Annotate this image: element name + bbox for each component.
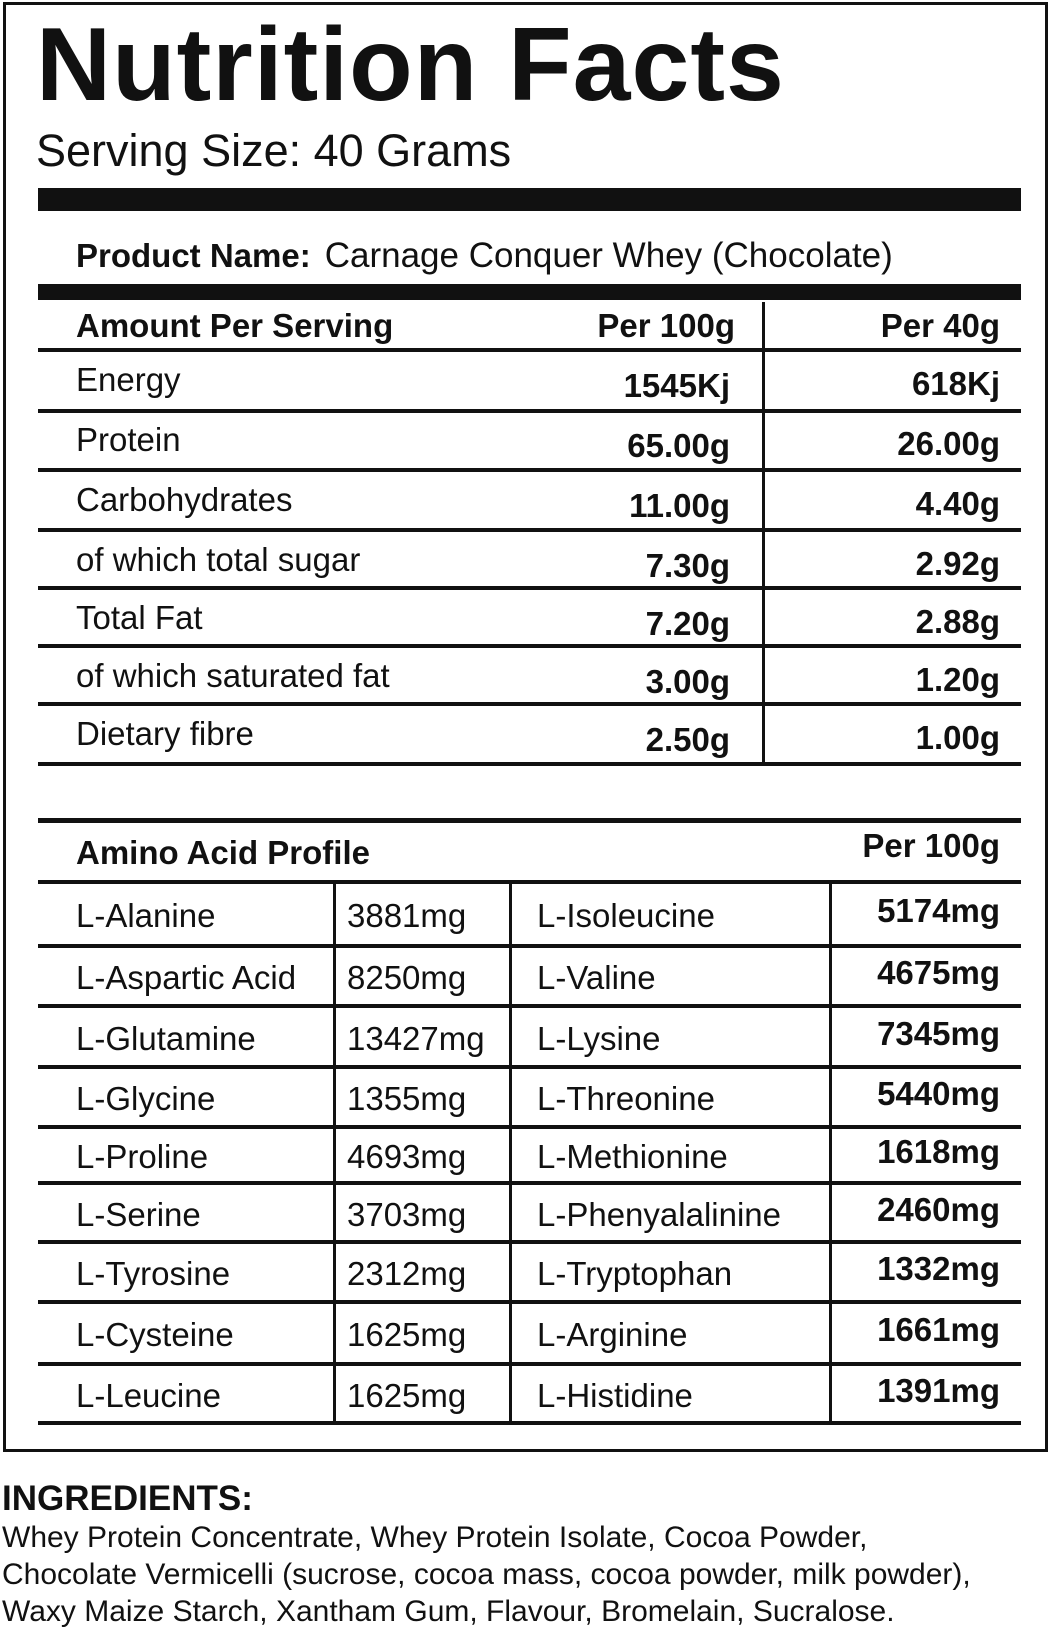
amino-acid-name: L-Methionine bbox=[537, 1138, 728, 1175]
ingredients-line: Chocolate Vermicelli (sucrose, cocoa mass, cocoa powder, milk powder), bbox=[2, 1557, 971, 1591]
nutrient-name: Energy bbox=[76, 361, 181, 398]
amino-acid-value: 5174mg bbox=[877, 892, 1000, 929]
row-divider bbox=[38, 468, 1021, 472]
row-divider bbox=[38, 1300, 1021, 1304]
column-divider bbox=[762, 302, 765, 764]
product-name-value: Carnage Conquer Whey (Chocolate) bbox=[324, 236, 893, 275]
nutrient-per-100g: 2.50g bbox=[645, 721, 730, 758]
amino-acid-value: 4693mg bbox=[347, 1138, 467, 1175]
row-divider bbox=[38, 1065, 1021, 1069]
amino-top-divider bbox=[38, 818, 1021, 823]
row-divider bbox=[38, 348, 1021, 352]
page-title: Nutrition Facts bbox=[36, 7, 785, 123]
amino-acid-name: L-Isoleucine bbox=[537, 897, 715, 934]
nutrient-per-100g: 11.00g bbox=[629, 487, 730, 524]
amino-acid-name: L-Glutamine bbox=[76, 1020, 256, 1057]
row-divider bbox=[38, 528, 1021, 532]
amino-acid-name: L-Arginine bbox=[537, 1316, 688, 1353]
amino-acid-name: L-Lysine bbox=[537, 1020, 661, 1057]
amino-acid-value: 1391mg bbox=[877, 1372, 1000, 1409]
nutrient-per-100g: 7.20g bbox=[645, 605, 730, 642]
nutrient-name: Total Fat bbox=[76, 599, 203, 636]
amino-acid-name: L-Alanine bbox=[76, 897, 216, 934]
amino-acid-name: L-Valine bbox=[537, 959, 656, 996]
nutrient-name: Dietary fibre bbox=[76, 715, 254, 752]
row-divider bbox=[38, 644, 1021, 648]
row-divider bbox=[38, 1125, 1021, 1129]
nutrient-per-40g: 26.00g bbox=[897, 425, 1000, 462]
amino-acid-name: L-Tryptophan bbox=[537, 1255, 733, 1292]
nutrient-per-100g: 1545Kj bbox=[623, 367, 730, 404]
amino-acid-value: 3881mg bbox=[347, 897, 467, 934]
amino-per-100g-header: Per 100g bbox=[862, 827, 1000, 864]
row-divider bbox=[38, 1362, 1021, 1366]
nutrient-per-40g: 1.00g bbox=[915, 719, 1000, 756]
row-divider bbox=[38, 1421, 1021, 1425]
amino-acid-value: 7345mg bbox=[877, 1015, 1000, 1052]
amino-acid-value: 1618mg bbox=[877, 1133, 1000, 1170]
amino-acid-value: 1661mg bbox=[877, 1311, 1000, 1348]
nutrient-per-40g: 2.88g bbox=[915, 603, 1000, 640]
amino-acid-profile-title: Amino Acid Profile bbox=[76, 834, 370, 871]
divider bbox=[38, 284, 1021, 300]
row-divider bbox=[38, 702, 1021, 706]
nutrient-name: of which total sugar bbox=[76, 541, 361, 578]
amino-acid-value: 4675mg bbox=[877, 954, 1000, 991]
row-divider bbox=[38, 409, 1021, 413]
per-100g-header: Per 100g bbox=[597, 307, 735, 344]
amino-acid-value: 1625mg bbox=[347, 1377, 467, 1414]
row-divider bbox=[38, 880, 1021, 884]
thick-divider bbox=[38, 188, 1021, 211]
serving-size: Serving Size: 40 Grams bbox=[36, 125, 512, 176]
amino-acid-name: L-Tyrosine bbox=[76, 1255, 231, 1292]
row-divider bbox=[38, 1240, 1021, 1244]
nutrient-per-40g: 4.40g bbox=[915, 485, 1000, 522]
amino-acid-name: L-Phenyalalinine bbox=[537, 1196, 782, 1233]
amino-acid-name: L-Cysteine bbox=[76, 1316, 234, 1353]
amino-acid-value: 5440mg bbox=[877, 1075, 1000, 1112]
amino-acid-value: 1355mg bbox=[347, 1080, 467, 1117]
amino-acid-name: L-Threonine bbox=[537, 1080, 715, 1117]
per-40g-header: Per 40g bbox=[880, 307, 1000, 344]
amino-acid-value: 2312mg bbox=[347, 1255, 467, 1292]
row-divider bbox=[38, 586, 1021, 590]
nutrient-name: of which saturated fat bbox=[76, 657, 390, 694]
amino-acid-value: 3703mg bbox=[347, 1196, 467, 1233]
amino-acid-value: 2460mg bbox=[877, 1191, 1000, 1228]
row-divider bbox=[38, 762, 1021, 766]
amino-acid-name: L-Leucine bbox=[76, 1377, 221, 1414]
amino-acid-name: L-Aspartic Acid bbox=[76, 959, 297, 996]
amino-acid-value: 1332mg bbox=[877, 1250, 1000, 1287]
ingredients-line: Waxy Maize Starch, Xantham Gum, Flavour, Bromelain, Sucralose. bbox=[2, 1594, 895, 1628]
nutrient-per-100g: 7.30g bbox=[645, 547, 730, 584]
row-divider bbox=[38, 1181, 1021, 1185]
ingredients-section bbox=[2, 1480, 1042, 1630]
nutrient-per-40g: 618Kj bbox=[911, 365, 1000, 402]
nutrient-per-100g: 65.00g bbox=[627, 427, 730, 464]
row-divider bbox=[38, 1004, 1021, 1008]
amino-acid-name: L-Proline bbox=[76, 1138, 209, 1175]
amino-acid-name: L-Glycine bbox=[76, 1080, 216, 1117]
ingredients-line: Whey Protein Concentrate, Whey Protein Isolate, Cocoa Powder, bbox=[2, 1520, 868, 1554]
amino-acid-value: 13427mg bbox=[347, 1020, 485, 1057]
amino-acid-value: 1625mg bbox=[347, 1316, 467, 1353]
nutrient-name: Protein bbox=[76, 421, 181, 458]
product-name bbox=[76, 235, 893, 277]
amino-acid-value: 8250mg bbox=[347, 959, 467, 996]
ingredients-title: INGREDIENTS: bbox=[2, 1479, 253, 1518]
nutrient-per-40g: 2.92g bbox=[915, 545, 1000, 582]
row-divider bbox=[38, 944, 1021, 948]
column-divider bbox=[509, 882, 512, 1423]
product-name-label: Product Name: bbox=[76, 237, 311, 274]
column-divider bbox=[333, 882, 336, 1423]
nutrient-name: Carbohydrates bbox=[76, 481, 293, 518]
amount-per-serving-header: Amount Per Serving bbox=[76, 307, 394, 344]
nutrient-per-100g: 3.00g bbox=[645, 663, 730, 700]
amino-acid-name: L-Histidine bbox=[537, 1377, 693, 1414]
amino-acid-name: L-Serine bbox=[76, 1196, 201, 1233]
nutrient-per-40g: 1.20g bbox=[915, 661, 1000, 698]
